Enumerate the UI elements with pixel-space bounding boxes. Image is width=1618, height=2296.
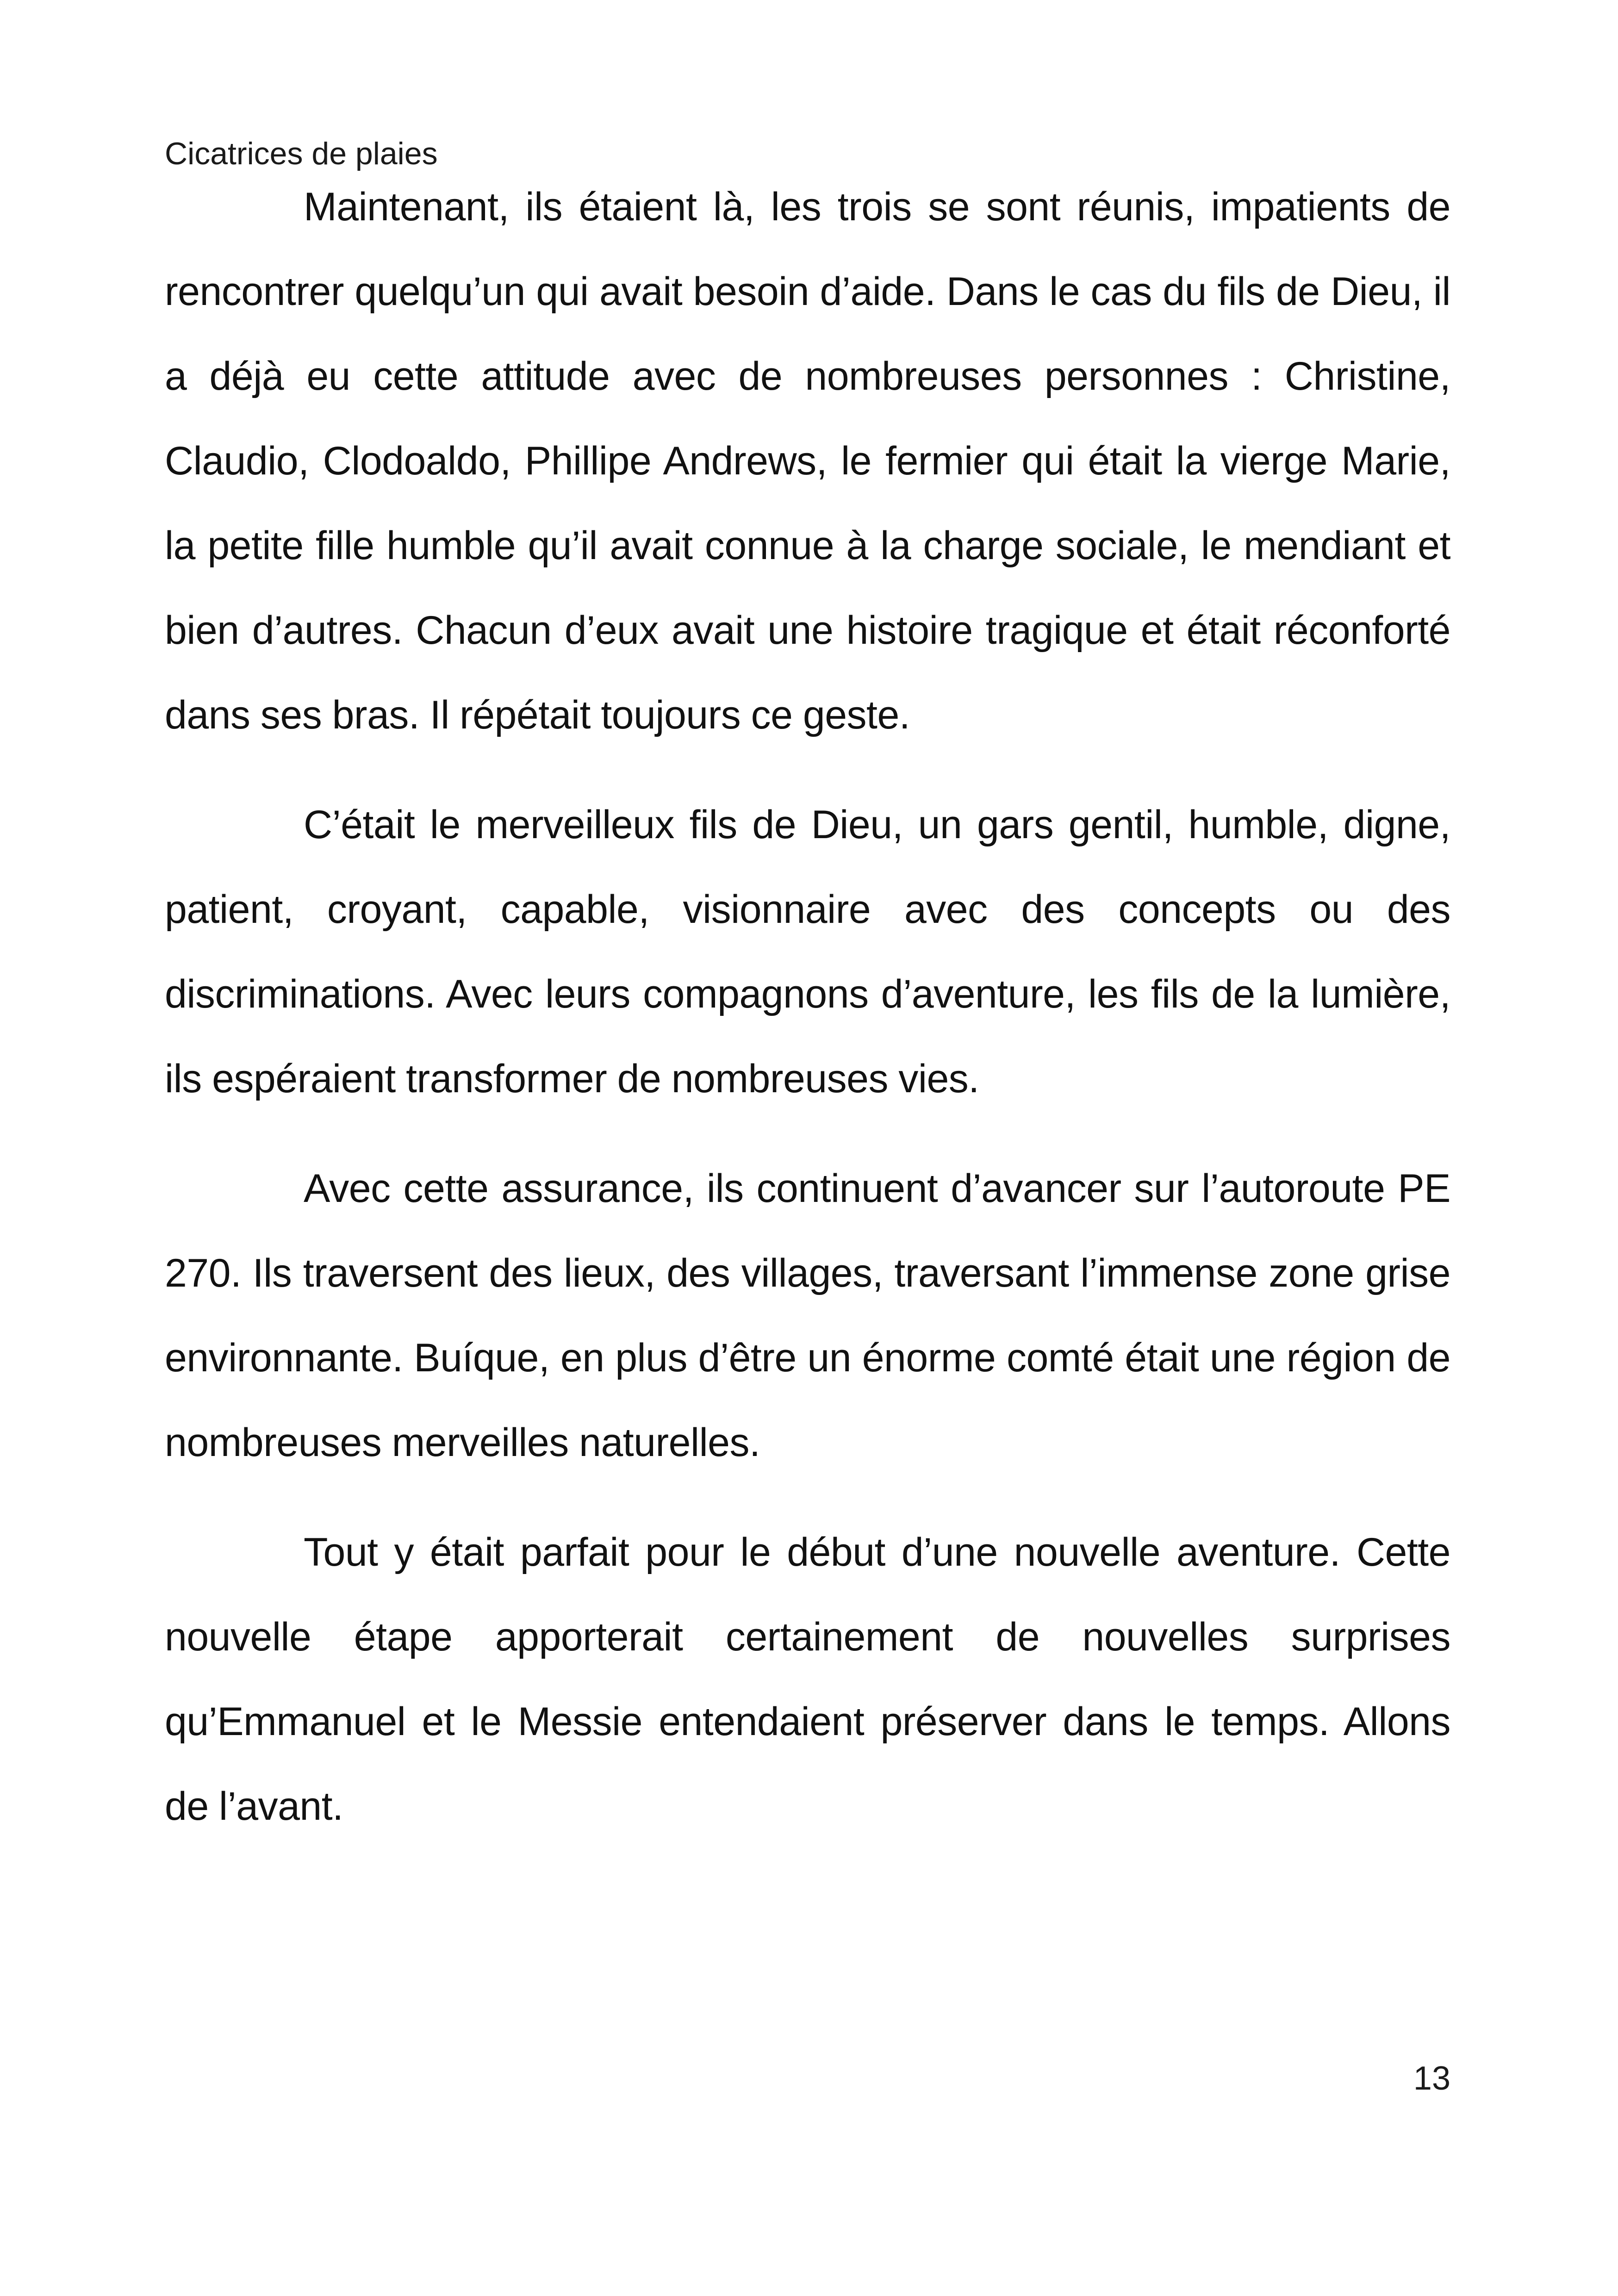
paragraph-4: Tout y était parfait pour le début d’une nouvelle aventure. Cette nouvelle étape apporterait certainement de nouvelles surprises qu’Emmanuel et le Messie entendaient préserver dans le temps. Allons de l’avant.: [165, 1530, 1450, 1829]
body-text: [165, 185, 1450, 1874]
page-number: 13: [1413, 2060, 1450, 2097]
running-header: Cicatrices de plaies: [165, 136, 438, 171]
paragraph-2: C’était le merveilleux fils de Dieu, un gars gentil, humble, digne, patient, croyant, capable, visionnaire avec des concepts ou des discriminations. Avec leurs compagnons d’aventure, les fils de la lumière, ils espéraient transformer de nombreuses vies.: [165, 803, 1450, 1101]
paragraph-3: Avec cette assurance, ils continuent d’avancer sur l’autoroute PE 270. Ils traversent des lieux, des villages, traversant l’immense zone grise environnante. Buíque, en plus d’être un énorme comté était une région de nombreuses merveilles naturelles.: [165, 1166, 1450, 1465]
paragraph-1: Maintenant, ils étaient là, les trois se sont réunis, impatients de rencontrer quelqu’un qui avait besoin d’aide. Dans le cas du fils de Dieu, il a déjà eu cette attitude avec de nombreuses personnes : Christine, Claudio, Clodoaldo, Phillipe Andrews, le fermier qui était la vierge Marie, la petite fille humble qu’il avait connue à la charge sociale, le mendiant et bien d’autres. Chacun d’eux avait une histoire tragique et était réconforté dans ses bras. Il répétait toujours ce geste.: [165, 185, 1450, 737]
